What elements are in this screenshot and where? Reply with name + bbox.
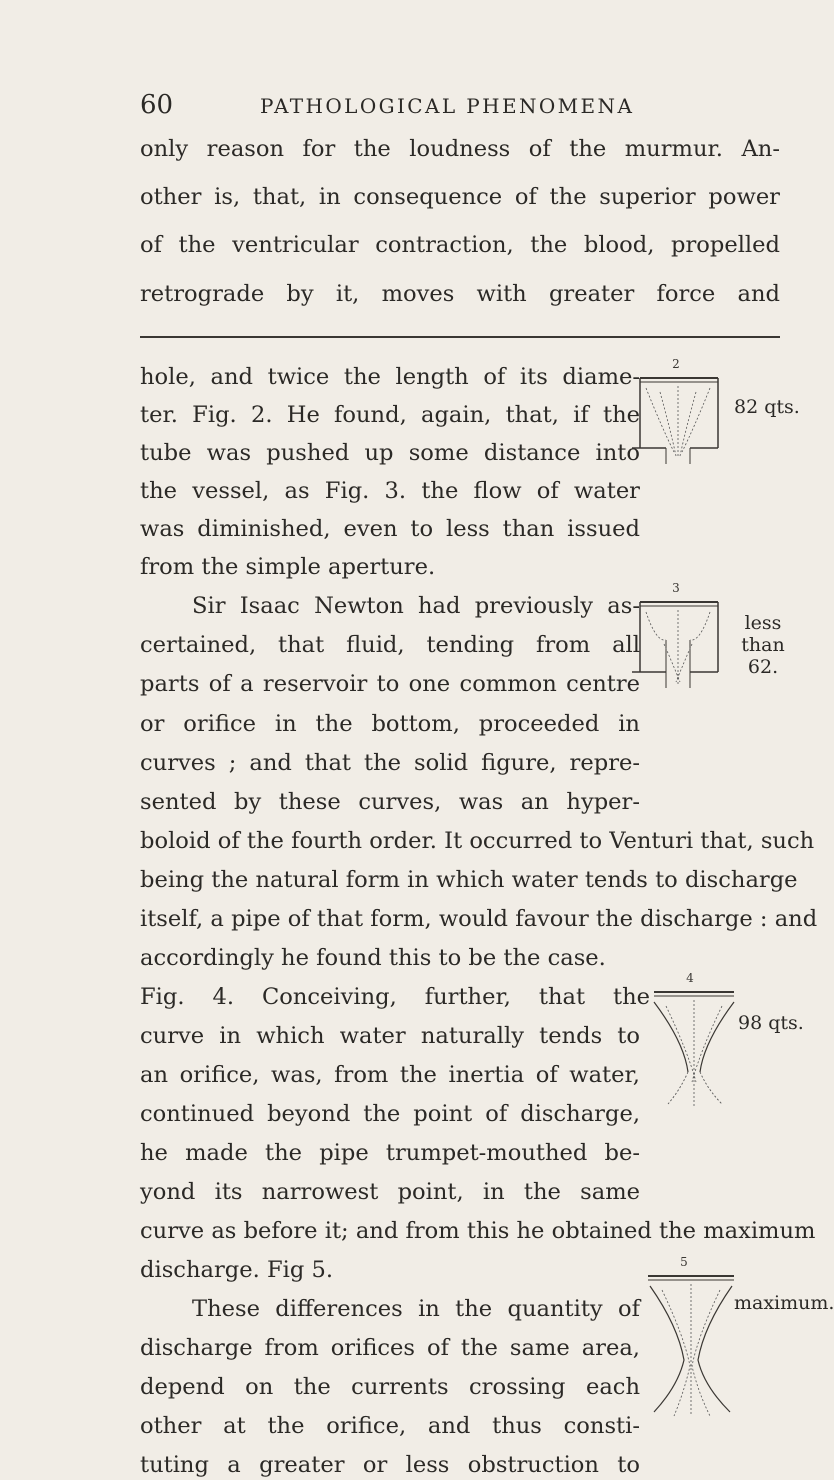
- figure-5-label: maximum.: [734, 1292, 834, 1314]
- page-number: 60: [140, 90, 174, 120]
- text-line: yond its narrowest point, in the same: [140, 1179, 640, 1205]
- figure-2-label: 82 qts.: [734, 396, 800, 418]
- text-line: itself, a pipe of that form, would favour the discharge : and: [140, 906, 818, 932]
- text-line: discharge from orifices of the same area,: [140, 1335, 640, 1361]
- figure-5: [644, 1256, 740, 1418]
- text-line: other is, that, in consequence of the superior power: [140, 184, 780, 210]
- text-line: continued beyond the point of discharge,: [140, 1101, 640, 1127]
- text-line: boloid of the fourth order. It occurred to Venturi that, such: [140, 828, 815, 854]
- text-line: certained, that fluid, tending from all: [140, 632, 640, 658]
- text-line: only reason for the loudness of the murmur. An-: [140, 136, 780, 162]
- text-line: tuting a greater or less obstruction to: [140, 1452, 640, 1478]
- text-line: curve as before it; and from this he obtained the maximum: [140, 1218, 816, 1244]
- text-line: tube was pushed up some distance into: [140, 440, 640, 466]
- text-line: depend on the currents crossing each: [140, 1374, 640, 1400]
- text-line: ter. Fig. 2. He found, again, that, if the: [140, 402, 640, 428]
- figure-5-diagram: [644, 1256, 740, 1418]
- section-divider: [140, 336, 780, 338]
- text-line: retrograde by it, moves with greater force and: [140, 281, 780, 307]
- text-line: an orifice, was, from the inertia of water,: [140, 1062, 640, 1088]
- text-line: sented by these curves, was an hyper-: [140, 789, 640, 815]
- text-line: of the ventricular contraction, the blood, propelled: [140, 232, 780, 258]
- text-line: hole, and twice the length of its diame-: [140, 364, 640, 390]
- text-line: he made the pipe trumpet-mouthed be-: [140, 1140, 640, 1166]
- text-line: These differences in the quantity of: [192, 1296, 640, 1322]
- figure-4-diagram: [650, 972, 740, 1110]
- figure-5-number: 5: [680, 1255, 688, 1269]
- figure-3-label: less than 62.: [741, 612, 785, 678]
- text-line: Sir Isaac Newton had previously as-: [192, 593, 640, 619]
- figure-2: [636, 358, 722, 464]
- text-line: other at the orifice, and thus consti-: [140, 1413, 640, 1439]
- text-line: or orifice in the bottom, proceeded in: [140, 711, 640, 737]
- text-line: being the natural form in which water tends to discharge: [140, 867, 798, 893]
- text-line: from the simple aperture.: [140, 554, 436, 580]
- text-line: parts of a reservoir to one common centre: [140, 671, 640, 697]
- figure-4: [650, 972, 740, 1110]
- text-line: the vessel, as Fig. 3. the flow of water: [140, 478, 640, 504]
- text-line: accordingly he found this to be the case.: [140, 945, 606, 971]
- text-line: curve in which water naturally tends to: [140, 1023, 640, 1049]
- text-line: was diminished, even to less than issued: [140, 516, 640, 542]
- running-head: PATHOLOGICAL PHENOMENA: [260, 94, 635, 118]
- figure-3: [636, 582, 722, 688]
- text-line: curves ; and that the solid figure, repre-: [140, 750, 640, 776]
- figure-4-label: 98 qts.: [738, 1012, 804, 1034]
- text-line: discharge. Fig 5.: [140, 1257, 334, 1283]
- figure-2-number: 2: [672, 357, 680, 371]
- figure-3-number: 3: [672, 581, 680, 595]
- figure-4-number: 4: [686, 971, 694, 985]
- page-header: [140, 86, 780, 126]
- figure-2-diagram: [636, 358, 722, 464]
- text-line: Fig. 4. Conceiving, further, that the: [140, 984, 650, 1010]
- figure-3-diagram: [636, 582, 722, 688]
